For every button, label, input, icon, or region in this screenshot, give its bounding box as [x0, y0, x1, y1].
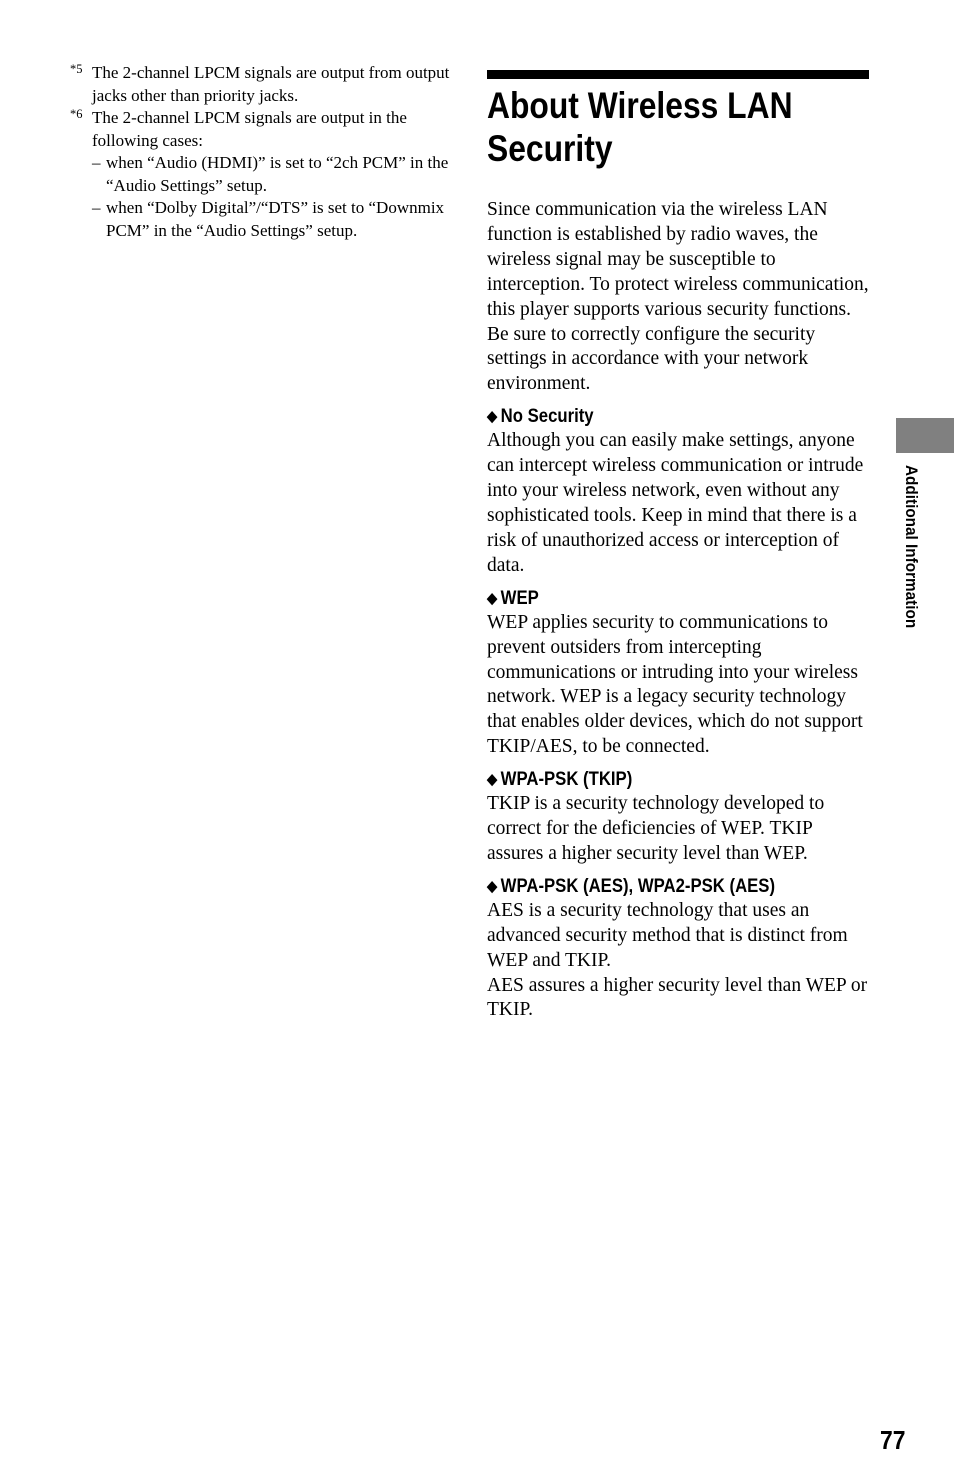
- section-heading: [487, 586, 826, 611]
- footnote-text: The 2-channel LPCM signals are output from output jacks other than priority jacks.: [92, 63, 450, 105]
- footnote-mark: *6: [70, 107, 83, 121]
- page-number: 77: [880, 1425, 906, 1455]
- intro-paragraph: Since communication via the wireless LAN function is established by radio waves, the wireless signal may be susceptible to interception. To protect wireless communication, this player supports various security functions. Be sure to correctly configure the security settings in accordance with your network environment.: [487, 199, 869, 395]
- footnote-item-text: when “Dolby Digital”/“DTS” is set to “Downmix PCM” in the “Audio Settings” setup.: [106, 198, 445, 240]
- section-heading: [487, 874, 826, 899]
- section-wpa-psk-aes: [487, 874, 872, 1024]
- footnotes: [70, 62, 455, 242]
- side-tab-label: Additional Information: [902, 465, 921, 629]
- footnote-6-item: [70, 197, 455, 242]
- dash-bullet: –: [92, 153, 101, 172]
- section-paragraph: AES is a security technology that uses an advanced security method that is distinct from WEP and TKIP.: [487, 899, 848, 971]
- section-body: [487, 429, 872, 578]
- diamond-bullet-icon: ◆: [487, 771, 498, 789]
- section-body: [487, 611, 872, 760]
- section-wep: [487, 586, 872, 760]
- footnote-item-text: when “Audio (HDMI)” is set to “2ch PCM” in the “Audio Settings” setup.: [106, 153, 449, 195]
- section-heading-text: WPA-PSK (TKIP): [500, 769, 633, 791]
- section-paragraph: AES assures a higher security level than WEP or TKIP.: [487, 974, 868, 1021]
- section-heading-text: WPA-PSK (AES), WPA2-PSK (AES): [500, 875, 776, 897]
- footnote-6: [70, 107, 455, 152]
- section-wpa-psk-tkip: [487, 767, 872, 867]
- section-heading: [487, 767, 826, 792]
- diamond-bullet-icon: ◆: [487, 877, 498, 895]
- diamond-bullet-icon: ◆: [487, 589, 498, 607]
- article-body: [487, 198, 872, 1030]
- footnote-mark: *5: [70, 62, 83, 76]
- section-heading-text: WEP: [500, 587, 539, 609]
- section-tab-marker: [896, 418, 954, 453]
- footnote-5: [70, 62, 455, 107]
- diamond-bullet-icon: ◆: [487, 408, 498, 426]
- section-body: [487, 792, 872, 867]
- title-rule: [487, 70, 869, 79]
- section-no-security: [487, 404, 872, 578]
- page-title: [487, 84, 822, 170]
- title-line-1: About Wireless LAN: [487, 85, 793, 126]
- dash-bullet: –: [92, 198, 101, 217]
- section-heading-text: No Security: [500, 406, 594, 428]
- title-line-2: Security: [487, 128, 613, 169]
- section-paragraph: WEP applies security to communications to prevent outsiders from intercepting communications or intruding into your wireless network. WEP is a legacy security technology that enables older devices, which do not support TKIP/AES, to be connected.: [487, 611, 863, 758]
- section-heading: [487, 404, 826, 429]
- section-body: [487, 899, 872, 1024]
- section-paragraph: TKIP is a security technology developed to correct for the deficiencies of WEP. TKIP assures a higher security level than WEP.: [487, 793, 825, 864]
- footnote-text: The 2-channel LPCM signals are output in the following cases:: [92, 108, 407, 150]
- footnote-6-item: [70, 152, 455, 197]
- section-paragraph: Although you can easily make settings, anyone can intercept wireless communication or intrude into your wireless network, even without any sophisticated tools. Keep in mind that there is a risk of unauthorized access or interception of data.: [487, 430, 864, 576]
